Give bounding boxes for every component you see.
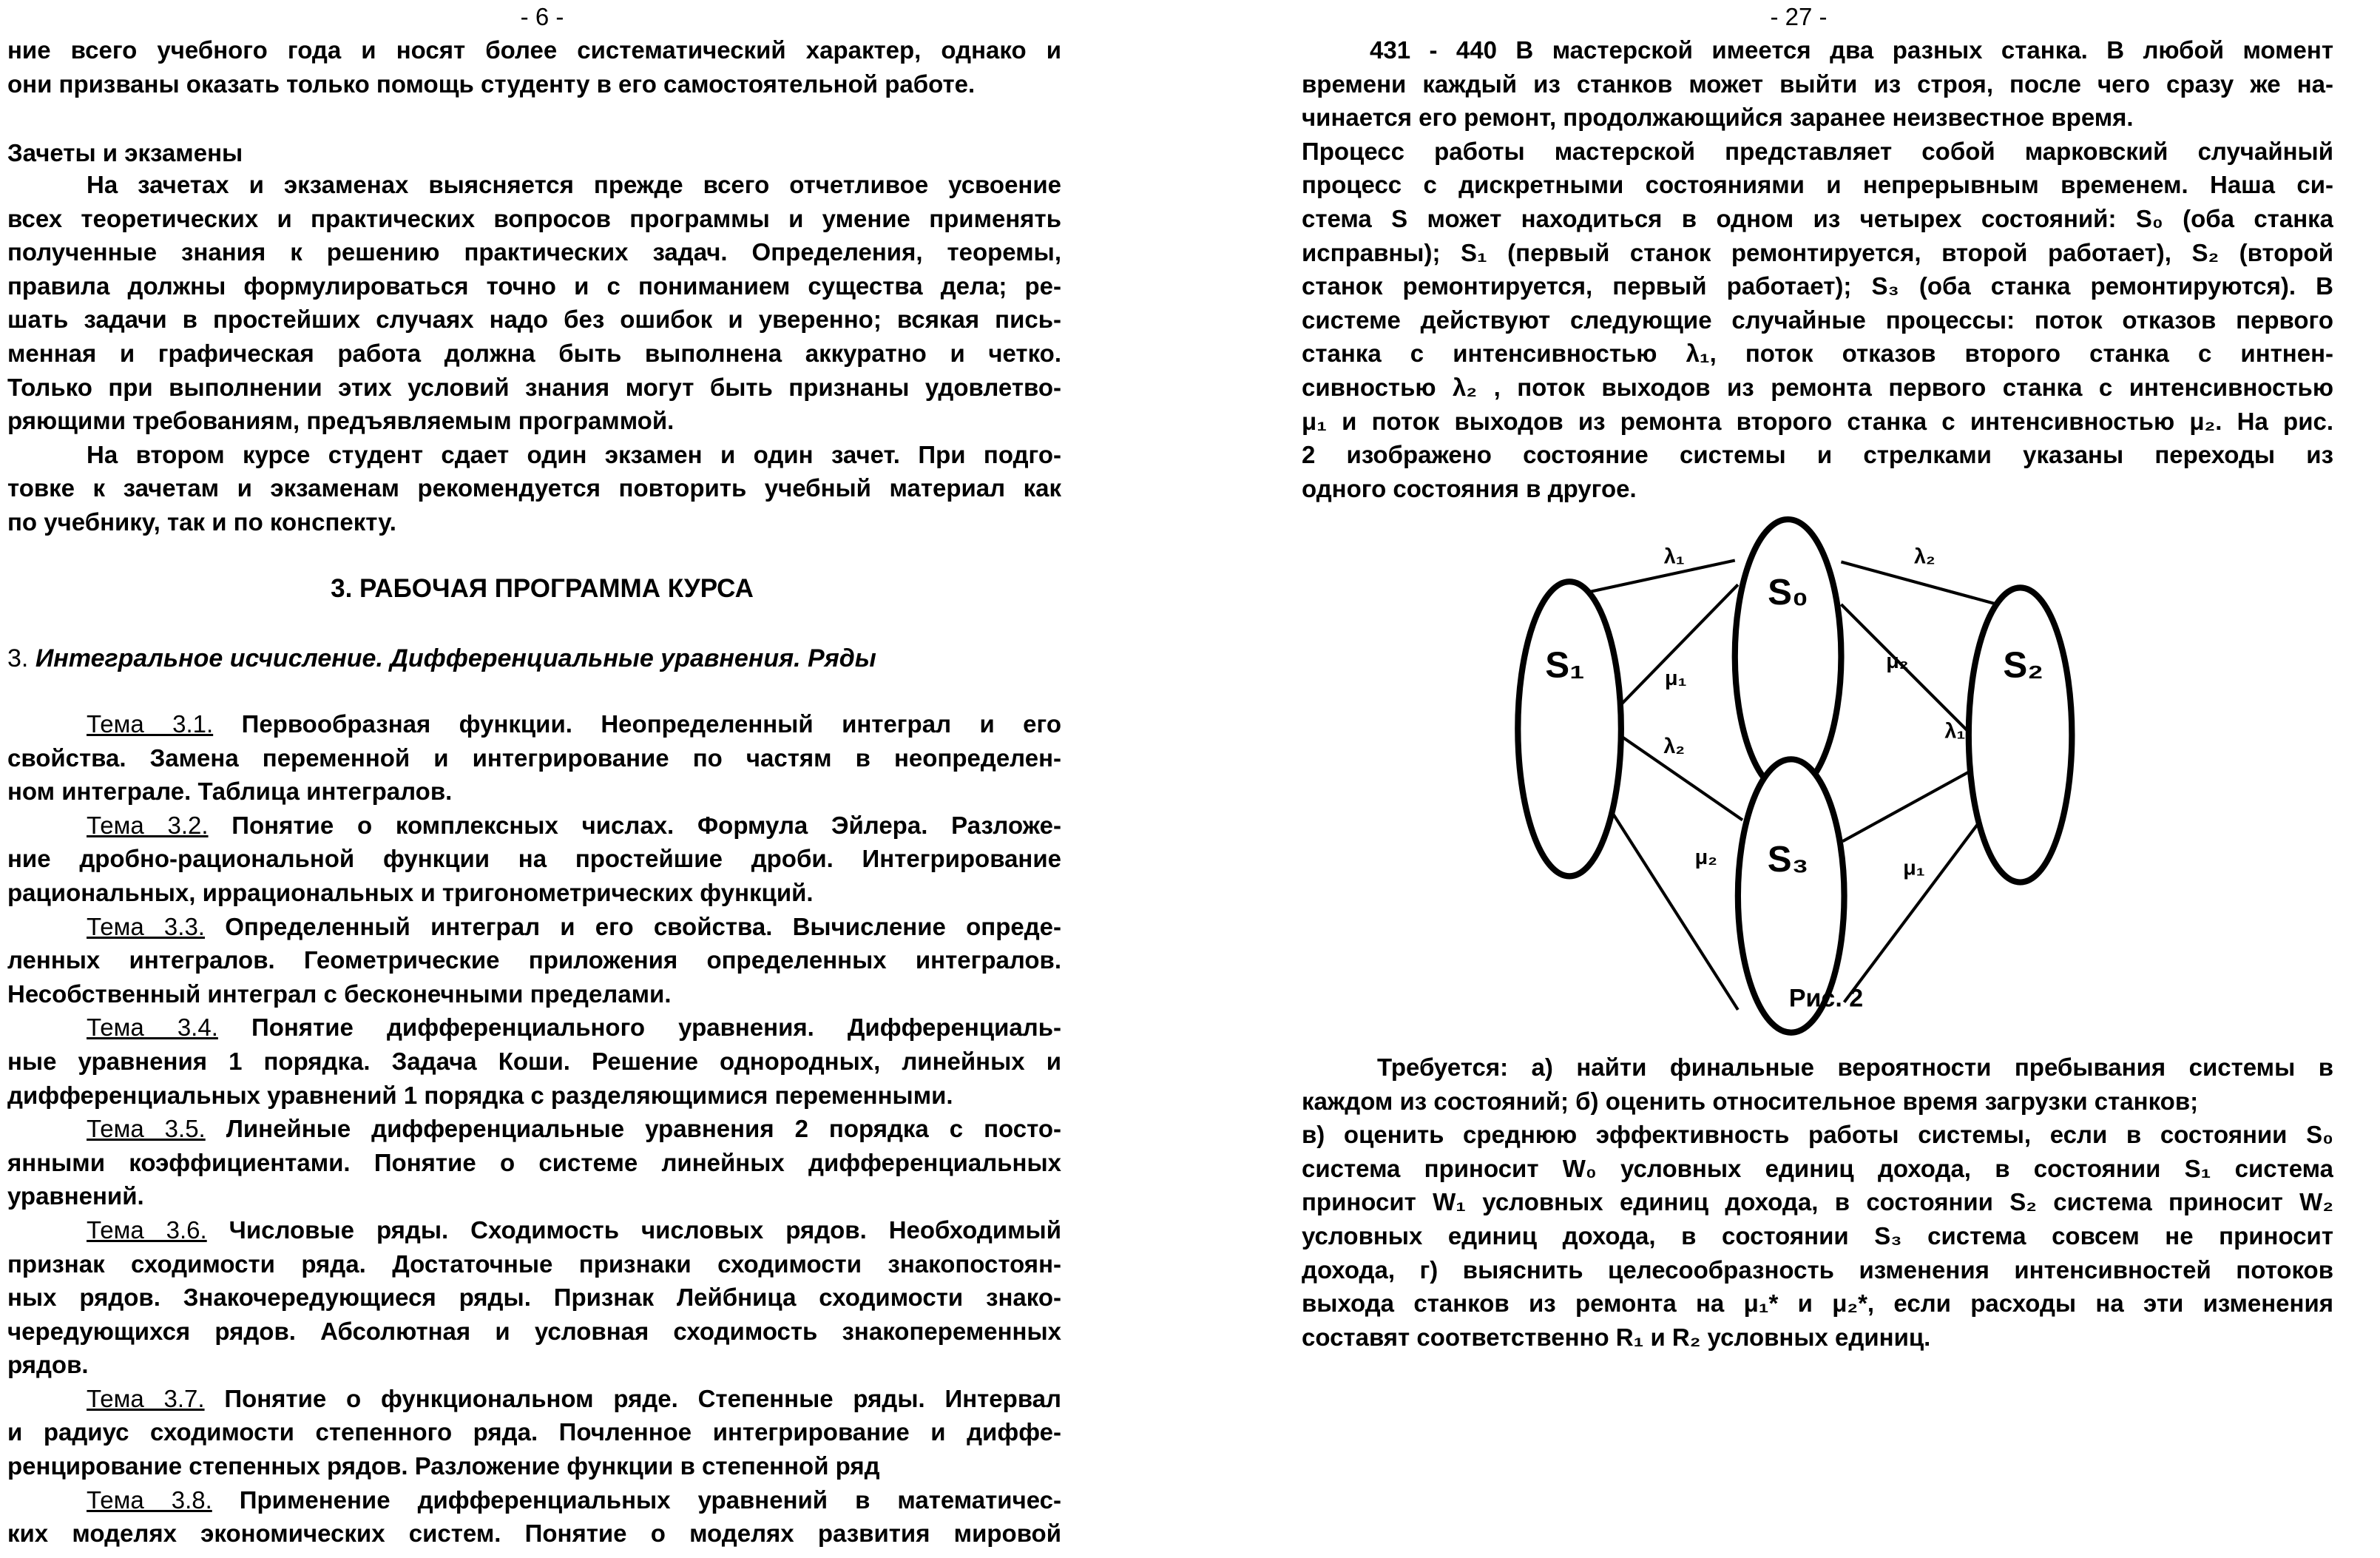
text-line: станок ремонтируется, первый работает); S₃ (оба станка ремонтируются). В [1302,272,2333,300]
text-line: в) оценить среднюю эффективность работы системы, если в состоянии S₀ [1302,1121,2333,1149]
text-line: они призваны оказать только помощь студенту в его самостоятельной работе. [7,70,976,98]
edge-label: λ₁ [1944,719,1966,743]
edge-label: μ₁ [1903,856,1925,880]
page-number-left: - 6 - [520,3,564,30]
text-line: по учебнику, так и по конспекту. [7,507,396,536]
text-line: рациональных, иррациональных и тригонометрических функций. [7,878,814,906]
text-line: Несобственный интеграл с бесконечными пределами. [7,979,672,1008]
text-line: Только при выполнении этих условий знания могут быть признаны удовлетво- [7,373,1061,401]
state-s0-node [1735,519,1842,792]
text-line: шать задачи в простейших случаях надо без ошибок и уверенно; всякая пись- [7,306,1061,334]
topic-label: Тема 3.2. [87,811,209,839]
figure-caption: Рис. 2 [1788,984,1864,1013]
topic-label: Тема 3.4. [87,1014,218,1042]
text-line: одного состояния в другое. [1302,474,1637,502]
text-line: чередующихся рядов. Абсолютная и условная сходимость знакопеременных [7,1317,1061,1345]
topic-text: Понятие о функциональном ряде. Степенные ряды. Интервал [204,1384,1061,1412]
edge-label: λ₂ [1663,735,1686,759]
text-line: ние всего учебного года и носят более систематический характер, однако и [7,36,1061,64]
text-line: μ₁ и поток выходов из ремонта второго станка с интенсивностью μ₂. На рис. [1302,407,2333,435]
topic-text: Первообразная функции. Неопределенный интеграл и его [213,710,1061,738]
text-line: ном интеграле. Таблица интегралов. [7,778,453,806]
text-line: ные уравнения 1 порядка. Задача Коши. Решение однородных, линейных и [7,1047,1061,1075]
text-line: выхода станков из ремонта на μ₁* и μ₂*, если расходы на эти изменения [1302,1289,2333,1318]
text-line: станка с интенсивностью λ₁, поток отказов второго станка с интнен- [1302,340,2333,368]
subsection-title: Интегральное исчисление. Дифференциальные уравнения. Ряды [35,644,876,672]
text-line: 431 - 440 В мастерской имеется два разных станка. В любой момент [1370,36,2333,64]
text-line: полученные знания к решению практических задач. Определения, теоремы, [7,238,1061,266]
section-heading: 3. РАБОЧАЯ ПРОГРАММА КУРСА [331,574,754,603]
text-line: процесс с дискретными состояниями и непрерывным временем. Наша си- [1302,171,2333,199]
text-line: ние дробно-рациональной функции на простейшие дроби. Интегрирование [7,845,1061,873]
topic-text: Числовые ряды. Сходимость числовых рядов. Необходимый [206,1215,1061,1244]
edge-s2-s3-lambda1 [1842,766,1981,842]
text-line: На втором курсе студент сдает один экзамен и один зачет. При подго- [87,440,1061,468]
state-s0-label: S₀ [1768,571,1809,613]
topic-label: Тема 3.7. [87,1384,205,1412]
topic-text: Определенный интеграл и его свойства. Вычисление опреде- [204,912,1061,940]
text-line: ренцирование степенных рядов. Разложение функции в степенной ряд [7,1452,880,1480]
topic-label: Тема 3.3. [87,912,205,940]
topic-label: Тема 3.5. [87,1115,206,1143]
text-line: уравнений. [7,1182,144,1210]
text-line: чинается его ремонт, продолжающийся заранее неизвестное время. [1302,104,2134,132]
text-line: времени каждый из станков может выйти из строя, после чего сразу же на- [1302,70,2333,98]
state-s2-node [1969,587,2072,882]
text-line: дифференциальных уравнений 1 порядка с разделяющимися переменными. [7,1081,953,1109]
topic-text: Понятие дифференциального уравнения. Дифференциаль- [217,1014,1061,1042]
text-line: система приносит W₀ условных единиц дохода, в состоянии S₁ система [1302,1154,2333,1182]
text-line: менная и графическая работа должна быть выполнена аккуратно и четко. [7,339,1061,367]
state-s3-label: S₃ [1767,839,1809,880]
text-line: системе действуют следующие случайные процессы: поток отказов первого [1302,306,2333,334]
edge-s1-s0-lambda1 [1588,560,1735,592]
text-line: ленных интегралов. Геометрические приложения определенных интегралов. [7,946,1061,974]
text-line: и радиус сходимости степенного ряда. Почленное интегрирование и диффе- [7,1418,1061,1446]
text-line: ных рядов. Знакочередующиеся ряды. Признак Лейбница сходимости знако- [7,1284,1061,1312]
topic-label: Тема 3.8. [87,1486,212,1514]
topic-text: Понятие о комплексных числах. Формула Эйлера. Разложе- [208,811,1061,839]
text-line: товке к зачетам и экзаменам рекомендуется повторить учебный материал как [7,474,1061,502]
text-line: исправны); S₁ (первый станок ремонтируется, второй работает), S₂ (второй [1302,238,2333,266]
text-line: дохода, г) выяснить целесообразность изменения интенсивностей потоков [1302,1255,2333,1284]
subsection-number: 3. [7,644,29,672]
edge-label: μ₂ [1694,845,1717,869]
task-statement [1302,1051,2333,1354]
edge-label: μ₁ [1665,666,1687,690]
text-line: рядов. [7,1351,89,1379]
text-line: сивностью λ₂ , поток выходов из ремонта первого станка с интенсивностью [1302,373,2333,401]
text-line: 2 изображено состояние системы и стрелками указаны переходы из [1302,441,2333,469]
text-line: ких моделях экономических систем. Понятие о моделях развития мировой [7,1520,1061,1548]
topic-text: Применение дифференциальных уравнений в математичес- [212,1486,1061,1514]
text-line: приносит W₁ условных единиц дохода, в состоянии S₂ система приносит W₂ [1302,1188,2333,1216]
text-line: признак сходимости ряда. Достаточные признаки сходимости знакопостоян- [7,1250,1061,1278]
topic-label: Тема 3.1. [87,710,214,738]
text-line: всех теоретических и практических вопросов программы и умение применять [7,204,1061,232]
text-line: ряющими требованиям, предъявляемым программой. [7,407,675,435]
text-line: янными коэффициентами. Понятие о системе линейных дифференциальных [7,1148,1061,1176]
topic-text: Линейные дифференциальные уравнения 2 порядка с посто- [205,1115,1061,1143]
state-s1-node [1518,581,1621,876]
edge-label: λ₁ [1663,544,1685,569]
text-line: условных единиц дохода, в состоянии S₃ система совсем не приносит [1302,1221,2333,1250]
exams-heading: Зачеты и экзамены [7,139,243,166]
text-line: свойства. Замена переменной и интегрирование по частям в неопределен- [7,743,1061,772]
page-number-right: - 27 - [1770,3,1828,30]
text-line: На зачетах и экзаменах выясняется прежде всего отчетливое усвоение [87,171,1061,198]
state-s1-label: S₁ [1545,644,1585,686]
edge-label: λ₂ [1913,544,1936,569]
text-line: каждом из состояний; б) оценить относительное время загрузки станков; [1302,1087,2199,1115]
state-s2-label: S₂ [2003,644,2044,686]
text-line: Требуется: а) найти финальные вероятности пребывания системы в [1377,1053,2333,1081]
text-line: составят соответственно R₁ и R₂ условных единиц. [1302,1323,1931,1351]
edge-label: μ₂ [1886,650,1909,674]
text-line: Процесс работы мастерской представляет собой марковский случайный [1302,137,2333,165]
text-line: правила должны формулироваться точно и с пониманием существа дела; ре- [7,272,1061,300]
topic-label: Тема 3.6. [87,1215,207,1244]
text-line: стема S может находиться в одном из четырех состояний: S₀ (оба станка [1302,204,2333,232]
